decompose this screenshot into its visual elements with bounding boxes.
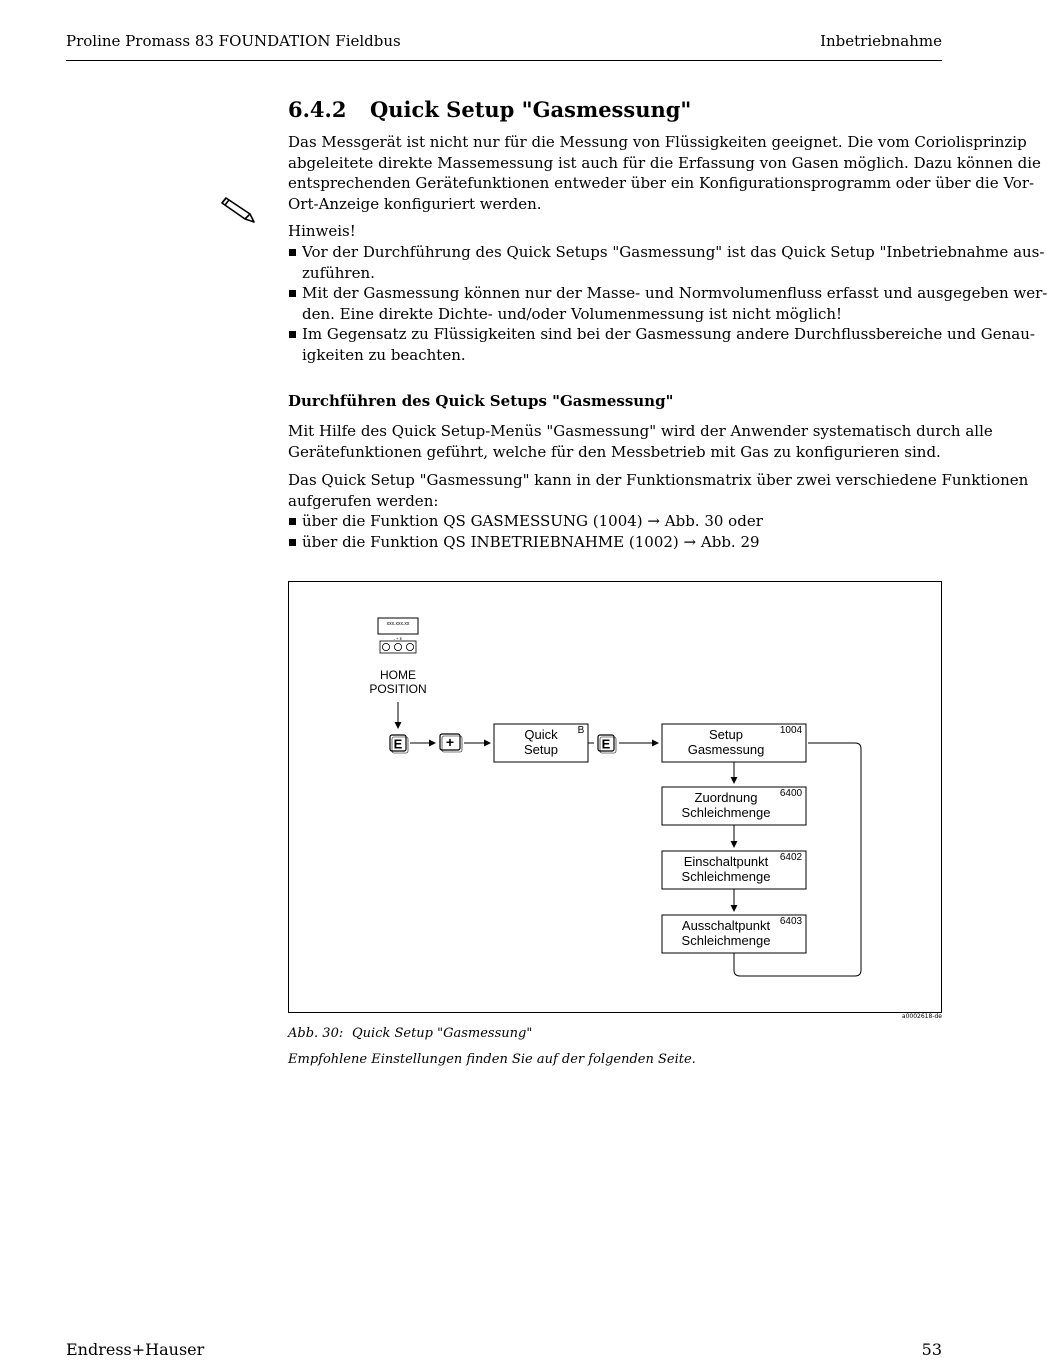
key-e-label: E: [393, 736, 403, 752]
paragraph-line: Das Quick Setup "Gasmessung" kann in der Funktionsmatrix über zwei verschiedene Funktionen: [288, 471, 1029, 489]
hint-bullet-line: Vor der Durchführung des Quick Setups "Gasmessung" ist das Quick Setup "Inbetriebnahme aus-: [302, 243, 1045, 261]
hint-bullet-line: Im Gegensatz zu Flüssigkeiten sind bei der Gasmessung andere Durchflussbereiche und Genau-: [302, 325, 1035, 343]
function-bullet: [288, 511, 942, 532]
subsection-paragraph: [288, 470, 1029, 511]
box-code: 6403: [779, 916, 803, 927]
local-display-icon: [378, 618, 418, 653]
zuordnung-schleichmenge-box: [662, 787, 806, 825]
function-bullet-text: über die Funktion QS INBETRIEBNAHME (1002) → Abb. 29: [302, 533, 760, 551]
flow-diagram: [288, 581, 942, 1013]
key-e-label: E: [601, 736, 611, 752]
function-bullet-text: über die Funktion QS GASMESSUNG (1004) → Abb. 30 oder: [302, 512, 763, 530]
hint-bullet: [288, 324, 1035, 365]
box-line: Setup: [524, 742, 558, 757]
display-readout: xxx.xxx.xx: [386, 621, 410, 627]
box-code: 6400: [779, 788, 803, 799]
caption-label: Abb. 30:: [288, 1026, 344, 1041]
paragraph-line: aufgerufen werden:: [288, 491, 439, 510]
hint-bullet-line: igkeiten zu beachten.: [302, 345, 466, 364]
intro-line: abgeleitete direkte Massemessung ist auch für die Erfassung von Gasen möglich. Dazu können die: [288, 153, 1041, 172]
key-e-icon: [598, 735, 616, 753]
box-code: 6402: [779, 852, 803, 863]
box-line: Zuordnung: [694, 790, 758, 805]
subsection-heading: Durchführen des Quick Setups "Gasmessung": [288, 392, 674, 410]
subsection-paragraph: [288, 421, 993, 462]
header-right: Inbetriebnahme: [820, 32, 942, 50]
section-heading: [288, 97, 691, 122]
home-label-line: POSITION: [369, 682, 427, 696]
page-number: 53: [921, 1340, 942, 1359]
bullet-marker: [289, 290, 296, 297]
intro-line: Das Messgerät ist nicht nur für die Messung von Flüssigkeiten geeignet. Die vom Coriolisprinzip: [288, 133, 1027, 151]
figure-note: Empfohlene Einstellungen finden Sie auf der folgenden Seite.: [288, 1052, 696, 1067]
paragraph-line: Mit Hilfe des Quick Setup-Menüs "Gasmessung" wird der Anwender systematisch durch alle: [288, 422, 993, 440]
ausschaltpunkt-schleichmenge-box: [662, 915, 806, 953]
bullet-marker: [289, 539, 296, 546]
intro-paragraph: [288, 132, 1041, 214]
box-line: Schleichmenge: [681, 933, 771, 948]
hint-bullet: [288, 283, 1047, 324]
hint-bullet-line: zuführen.: [302, 263, 375, 282]
function-bullet: [288, 532, 942, 553]
hint-bullet: [288, 242, 1045, 283]
key-e-icon: [390, 735, 408, 753]
section-title: Quick Setup "Gasmessung": [370, 97, 692, 122]
box-code: 1004: [779, 725, 803, 736]
bullet-marker: [289, 331, 296, 338]
svg-text:- + E: - + E: [393, 636, 403, 641]
figure-id: a0002618-de: [901, 1013, 942, 1020]
footer-left: Endress+Hauser: [66, 1340, 205, 1359]
box-line: Schleichmenge: [681, 805, 771, 820]
pencil-icon: [220, 194, 262, 224]
key-plus-label: +: [445, 734, 455, 750]
bullet-marker: [289, 518, 296, 525]
setup-gasmessung-box: [662, 724, 806, 762]
bullet-marker: [289, 249, 296, 256]
key-plus-icon: [440, 734, 462, 752]
box-line: Quick: [524, 727, 558, 742]
box-code: B: [577, 725, 585, 736]
intro-line: Ort-Anzeige konfiguriert werden.: [288, 194, 542, 213]
figure-caption: [288, 1026, 532, 1041]
hint-bullet-line: den. Eine direkte Dichte- und/oder Volumenmessung ist nicht möglich!: [302, 304, 843, 323]
header-rule: [66, 60, 942, 61]
quick-setup-box: [494, 724, 588, 762]
header-left: Proline Promass 83 FOUNDATION Fieldbus: [66, 32, 401, 50]
box-line: Gasmessung: [687, 742, 765, 757]
einschaltpunkt-schleichmenge-box: [662, 851, 806, 889]
box-line: Schleichmenge: [681, 869, 771, 884]
home-label-line: HOME: [380, 668, 416, 682]
paragraph-line: Gerätefunktionen geführt, welche für den Messbetrieb mit Gas zu konfigurieren sind.: [288, 442, 941, 461]
box-line: Setup: [709, 727, 743, 742]
caption-text: Quick Setup "Gasmessung": [352, 1026, 533, 1041]
section-number: 6.4.2: [288, 97, 347, 122]
intro-line: entsprechenden Gerätefunktionen entweder über ein Konfigurationsprogramm oder über die Vor-: [288, 174, 1035, 192]
box-line: Einschaltpunkt: [683, 854, 769, 869]
hint-bullet-line: Mit der Gasmessung können nur der Masse- und Normvolumenfluss erfasst und ausgegeben wer-: [302, 284, 1047, 302]
hint-label: Hinweis!: [288, 222, 356, 240]
box-line: Ausschaltpunkt: [681, 918, 771, 933]
